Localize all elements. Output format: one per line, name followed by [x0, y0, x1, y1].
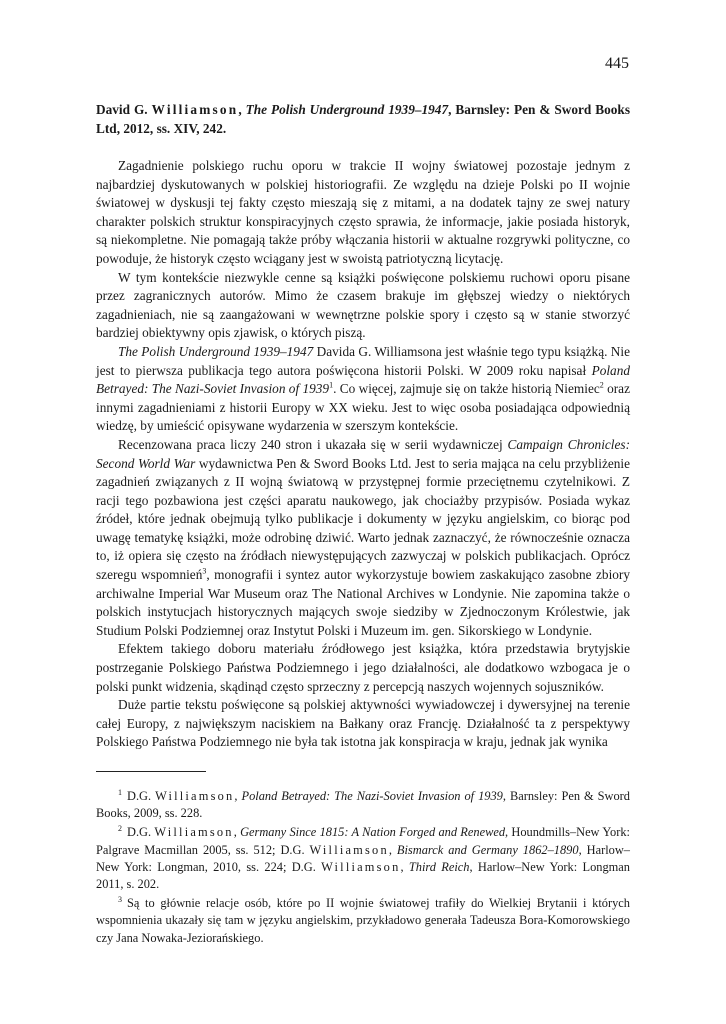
- footnote-2-title-3: Third Reich: [408, 859, 470, 874]
- footnote-1-title: Poland Betrayed: The Nazi-Soviet Invasion of 1939: [241, 789, 503, 803]
- paragraph-4-text-2: wydawnictwa Pen & Sword Books Ltd. Jest to seria mająca na celu przybliżenie zagadnień związanych z II wojną światową w przystępnej formie przeciętnemu czytelnikowi. Z racji tego pozbawiona jest części aparatu naukowego, jak chociażby przypisów. Posiada wykaz źródeł, które jednak obejmują tylko publikacje i dokumenty w języku angielskim, co biorąc pod uwagę tematykę książki, może odrobinę dziwić. Warto jednak zaznaczyć, że równocześnie oznacza to, iż opiera się często na źródłach niewystępujących zazwyczaj w polskich publikacjach. Oprócz szeregu wspomnień: [96, 455, 630, 583]
- footnote-2-part: ,: [400, 859, 409, 874]
- footnote-1-number: 1: [118, 787, 122, 797]
- footnote-separator: [96, 771, 206, 772]
- review-body: [96, 157, 630, 752]
- footnote-1: [96, 788, 630, 822]
- paragraph-3-text-3: oraz innymi zagadnieniami z historii Europy w XX wieku. Jest to więc osoba posiadająca odpowiednią wiedzę, by umieścić opisywane wydarzenia w szerszym kontekście.: [96, 381, 630, 434]
- paragraph-3-text-2: . Co więcej, zajmuje się on także historią Niemiec: [333, 381, 600, 397]
- paragraph-5: Efektem takiego doboru materiału źródłowego jest książka, która przedstawia brytyjskie postrzeganie Polskiego Państwa Podziemnego i jego działalności, ale dodatkowo wzbogaca je o polski punkt widzenia, skądinąd często sprzeczny z percepcją naszych wojennych sojuszników.: [96, 641, 630, 694]
- footnote-2-author: Williamson: [321, 859, 401, 874]
- footnote-ref-2: 2: [599, 380, 604, 390]
- footnote-3-number: 3: [118, 895, 122, 905]
- footnote-2-part: , Harlow–New York: Longman 2011, s. 202.: [96, 859, 630, 892]
- footnote-2-title-2: Bismarck and Germany 1862–1890: [396, 842, 579, 857]
- footnote-1-author: Williamson: [155, 789, 235, 803]
- footnote-ref-3: 3: [202, 566, 207, 576]
- paragraph-3-italic-1: The Polish Underground 1939–1947: [118, 343, 314, 359]
- footnote-1-part: D.G.: [127, 789, 156, 803]
- paragraph-4-text-1: Recenzowana praca liczy 240 stron i ukazała się w serii wydawniczej: [118, 436, 508, 452]
- paragraph-6: Duże partie tekstu poświęcone są polskiej aktywności wywiadowczej i dywersyjnej na terenie całej Europy, z największym naciskiem na Bałkany oraz Francję. Działalność ta z perspektywy Polskiego Państwa Podziemnego nie była tak istotna jak konspiracja w kraju, jednak jak wynika: [96, 697, 630, 750]
- header-sep: ,: [238, 102, 246, 117]
- page-number: 445: [605, 55, 629, 72]
- footnote-1-part: ,: [234, 789, 242, 803]
- footnote-2: [96, 824, 630, 893]
- author-first: David G.: [96, 102, 152, 117]
- paragraph-1: Zagadnienie polskiego ruchu oporu w trakcie II wojny światowej pozostaje jednym z najbardziej dyskutowanych w polskiej historiografii. Ze względu na dzieje Polski po II wojnie światowej w dyskusji tej fakty często mieszają się z mitami, a na dodatek tajny ze swej natury charakter polskich struktur konspiracyjnych często sprawia, że informacje, jakie posiada historyk, są niekompletne. Nie pomagają także próby włączania historii w aktualne rozgrywki polityczne, co powoduje, że historyk często wciągany jest w swoistą patriotyczną licytację.: [96, 158, 630, 266]
- footnote-2-part: , Harlow–New York: Longman, 2010, ss. 224; D.G.: [96, 842, 630, 874]
- book-title: The Polish Underground 1939–1947: [245, 102, 449, 117]
- footnote-1-part: , Barnsley: Pen & Sword Books, 2009, ss. 228.: [96, 789, 631, 821]
- footnote-2-author: Williamson: [309, 842, 389, 857]
- publisher-info: , Barnsley: Pen & Sword Books Ltd, 2012, ss. XIV, 242.: [96, 102, 630, 136]
- paragraph-3: [96, 343, 630, 436]
- paragraph-2: W tym kontekście niezwykle cenne są książki poświęcone polskiemu ruchowi oporu pisane przez zagranicznych autorów. Mimo że czasem brakuje im głębszej wiedzy o niektórych zagadnieniach, nie są zaangażowani w wewnętrzne polskie spory i często są w stanie stworzyć bardziej obiektywny opis zjawisk, o których piszą.: [96, 269, 630, 341]
- footnote-2-part: ,: [233, 825, 241, 840]
- review-header: [96, 101, 630, 138]
- footnote-3-text: Są to głównie relacje osób, które po II wojnie światowej trafiły do Wielkiej Brytanii i których wspomnienia ukazały się tam w języku angielskim, przykładowo generała Tadeusza Bora-Komorowskiego czy Jana Nowaka-Jeziorańskiego.: [96, 896, 630, 945]
- footnote-2-number: 2: [118, 824, 122, 834]
- footnote-ref-1: 1: [329, 380, 334, 390]
- paragraph-4: [96, 436, 630, 641]
- footnote-2-part: D.G.: [127, 825, 155, 840]
- footnote-2-part: ,: [388, 842, 397, 857]
- footnote-2-author: Williamson: [154, 825, 234, 840]
- paragraph-4-italic-1: Campaign Chronicles: Second World War: [96, 436, 630, 471]
- author-last: Williamson: [151, 102, 239, 117]
- paragraph-3-text-1: Davida G. Williamsona jest właśnie tego typu książką. Nie jest to pierwsza publikacja tego autora poświęcona historii Polski. W 2009 roku napisał: [96, 343, 630, 378]
- footnote-2-part: , Houndmills–New York: Palgrave Macmillan 2005, ss. 512; D.G.: [96, 825, 630, 857]
- paragraph-4-text-3: , monografii i syntez autor wykorzystuje bowiem zaskakująco zasobne zbiory archiwalne Imperial War Museum oraz The National Archives w Londynie. Nie zapomina także o polskich instytucjach historycznych mających swoje siedziby w Zjednoczonym Królestwie, jak Studium Polski Podziemnej oraz Instytut Polski i Muzeum im. gen. Sikorskiego w Londynie.: [96, 567, 630, 638]
- footnotes: [96, 788, 630, 949]
- paragraph-3-italic-2: Poland Betrayed: The Nazi-Soviet Invasion of 1939: [96, 362, 630, 397]
- footnote-2-title-1: Germany Since 1815: A Nation Forged and Renewed: [240, 825, 506, 840]
- footnote-3: [96, 895, 630, 947]
